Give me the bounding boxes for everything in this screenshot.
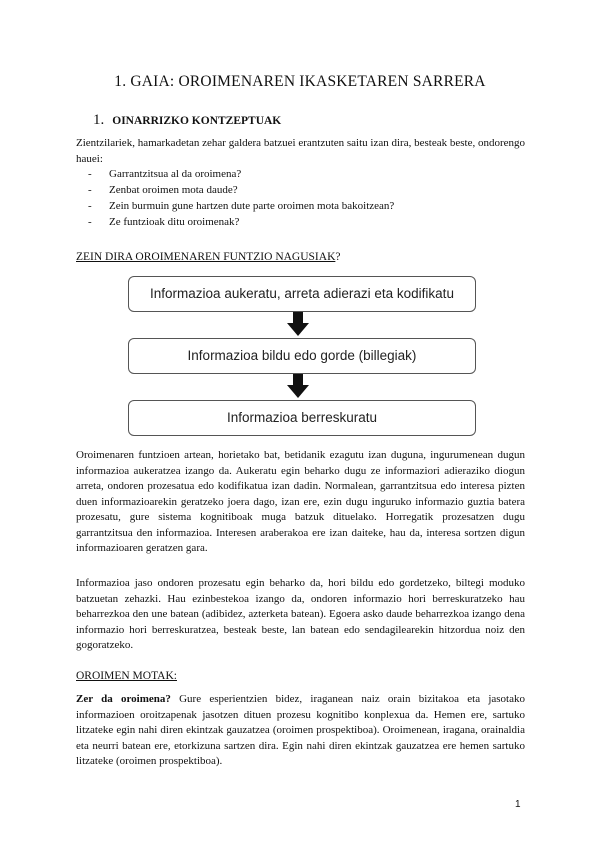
- section-label: OINARRIZKO KONTZEPTUAK: [112, 115, 282, 127]
- list-item: - Zein burmuin gune hartzen dute parte oroimen mota bakoitzean?: [88, 198, 394, 214]
- section-heading: [93, 112, 281, 129]
- arrow-down-icon: [287, 374, 309, 398]
- list-item: - Garrantzitsua al da oroimena?: [88, 166, 394, 182]
- flow-box-store: Informazioa bildu edo gorde (billegiak): [128, 338, 476, 374]
- body-paragraph-functions: Oroimenaren funtzioen artean, horietako bat, betidanik ezagutu izan duguna, ingurumenean dugun informazioa aukeratzea izango da. Aukeratu egin beharko dugu ze informaziori adieraziko diogun arreta, ondoren prozesatua edo kodifikatua izan dadin. Normalean, garrantzitsua edo interesa pizten duen informazioarekin geratzeko joera dago, izan ere, ezin dugu inguruko informazio guztia batera prozesatu, gure sistema kognitiboak muga batzuk dituelako. Horregatik prozesatzen dugu garrantzitsua den informazioa. Interesen araberakoa ere izan daiteke, hau da, interesa sortzen digun informazioaren geratzen gara.: [76, 449, 525, 554]
- arrow-down-icon: [287, 312, 309, 336]
- list-item: - Zenbat oroimen mota daude?: [88, 182, 394, 198]
- functions-heading: [76, 251, 340, 263]
- definition-lead: Zer da oroimena?: [76, 693, 171, 705]
- section-number: 1.: [93, 112, 105, 128]
- page-number: 1: [515, 799, 521, 810]
- body-paragraph-definition: [76, 692, 525, 770]
- functions-heading-suffix: ?: [335, 251, 341, 263]
- list-item: - Ze funtzioak ditu oroimenak?: [88, 214, 394, 230]
- question-list: [88, 166, 394, 230]
- body-paragraph-storage: Informazioa jaso ondoren prozesatu egin beharko da, hori bildu edo gordetzeko, biltegi moduko batzuetan zehazki. Hau ezinbestekoa izango da, ondoren informazio hori berreskuratzeko hau beharrezkoa den une batean (adibidez, azterketa batean). Egoera asko daude beharrezkoa izango dena informazio hori berreskuratzea, besteak beste, lan batean edo sendagilearekin hitzordua noiz den gogoratzeko.: [76, 577, 525, 651]
- definition-text: Gure esperientzien bidez, iraganean naiz orain bizitakoa eta jasotako informazioen oroitzapenak jasotzen dituen prozesu kognitibo konplexua da. Hemen ere, sartuko litzateke egin nahi diren ekintzak gauzatzea (oroimen prospektiboa). Oroimenean, iragana, orainaldia eta neurri batean ere, etorkizuna sartzen dira. Egin nahi diren ekintzak gauzatzea ere hemen sartuko litzateke (oroimen prospektiboa).: [76, 693, 525, 767]
- functions-heading-text: ZEIN DIRA OROIMENAREN FUNTZIO NAGUSIAK: [76, 251, 336, 263]
- intro-paragraph: Zientzilariek, hamarkadetan zehar galdera batzuei erantzuten saitu izan dira, besteak beste, ondorengo hauei:: [76, 137, 525, 165]
- memory-types-heading-text: OROIMEN MOTAK:: [76, 670, 177, 682]
- flow-box-retrieve: Informazioa berreskuratu: [128, 400, 476, 436]
- memory-types-heading: [76, 670, 177, 682]
- flow-box-select: Informazioa aukeratu, arreta adierazi eta kodifikatu: [128, 276, 476, 312]
- page-title: 1. GAIA: OROIMENAREN IKASKETAREN SARRERA: [114, 73, 486, 90]
